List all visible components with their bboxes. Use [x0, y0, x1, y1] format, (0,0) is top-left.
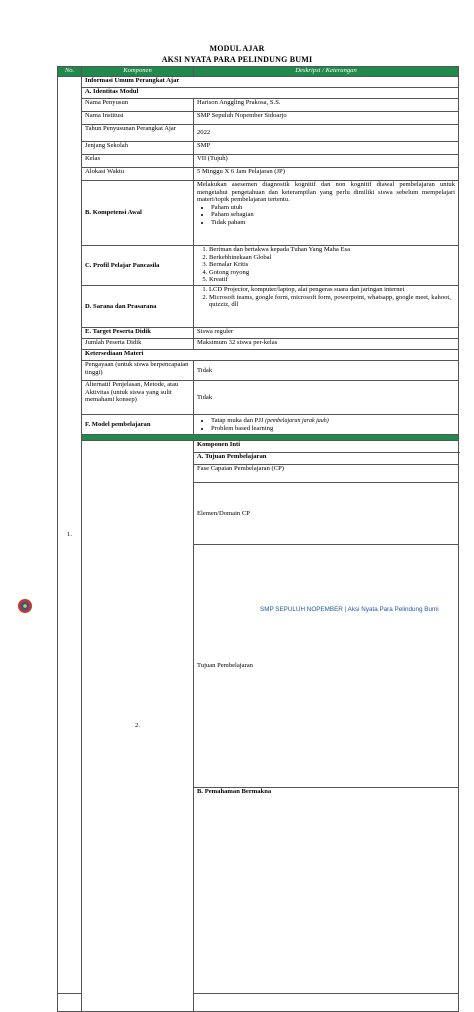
profil-pelajar-label: C. Profil Pelajar Pancasila: [82, 246, 194, 286]
list-item: • Paham utuh: [211, 204, 455, 212]
list-item: 3. Bernalar Kritis: [209, 261, 455, 269]
fase-label: Fase Capaian Pembelajaran (CP): [194, 465, 459, 483]
subsection-title: A. Identitas Modul: [82, 88, 459, 99]
list-item: [211, 417, 455, 425]
section-number: 1.: [58, 77, 82, 994]
row-label: Nama Penyusun: [82, 99, 194, 112]
pengayaan-label: Pengayaan (untuk siswa berpencapaian tinggi): [82, 361, 194, 381]
kompetensi-awal-text: Melakukan asesemen diagnostik kognitif dan non kognitif diawal pembelajaran untuk mengetahui pengetahuan dan keterampilan yang perlu dimiliki siswa sebelum mempelajari materi/topik pembelajaran tertentu.: [197, 181, 455, 204]
school-logo-icon: [17, 598, 33, 614]
list-item: 1. Beriman dan bertakwa kepada Tuhan Yang Maha Esa: [209, 246, 455, 254]
pemahaman-label: B. Pemahaman Bermakna: [194, 788, 459, 994]
kompetensi-awal-cell: [194, 181, 459, 246]
table-row: [58, 361, 459, 381]
row-value: 2022: [194, 125, 459, 142]
profil-pelajar-cell: [194, 246, 459, 286]
list-item: 2. Berkebhinekaan Global: [209, 254, 455, 262]
list-item: 5. Kreatif: [209, 276, 455, 284]
row-label: Tahun Penyusunan Perangkat Ajar: [82, 125, 194, 142]
header-deskripsi: Deskripsi / Keterangan: [194, 67, 459, 77]
list-item: • Problem based learning: [211, 425, 455, 433]
kompetensi-awal-label: B. Kompetensi Awal: [82, 181, 194, 246]
table-row: [58, 168, 459, 181]
target-value: Siswa reguler: [194, 328, 459, 339]
row-value: SMP: [194, 142, 459, 155]
module-table: [57, 66, 459, 1012]
ketersediaan-title: Ketersediaan Materi: [82, 350, 459, 361]
row-value: Harison Anggling Prakosa, S.S.: [194, 99, 459, 112]
document-subtitle: AKSI NYATA PARA PELINDUNG BUMI: [161, 55, 313, 64]
elemen-label: Elemen/Domain CP: [194, 483, 459, 545]
table-row: [58, 77, 459, 88]
header-komponen: Komponen: [82, 67, 194, 77]
table-row: [58, 246, 459, 286]
footer-module: Aksi Nyata Para Pelindung Bumi: [347, 606, 439, 613]
header-no: No.: [58, 67, 82, 77]
alternatif-label: Alternatif Penjelasan, Metode, atau Aktivitas (untuk siswa yang sulit memahami konsep): [82, 381, 194, 415]
section-number: 2.: [82, 441, 194, 1012]
target-label: E. Target Peserta Didik: [82, 328, 194, 339]
footer-divider: |: [342, 606, 348, 613]
sarana-label: D. Sarana dan Prasarana: [82, 286, 194, 328]
table-row: [58, 112, 459, 125]
list-item: • Paham sebagian: [211, 211, 455, 219]
table-row: [58, 155, 459, 168]
list-item: 2. Microsoft teams, google form, microsoft form, powerpoint, whatsapp, google meet, kahoot, quizziz, dll: [209, 294, 455, 309]
table-row: [58, 181, 459, 246]
table-row: [58, 339, 459, 350]
tujuan-label: Tujuan Pembelajaran: [194, 544, 459, 788]
model-item-note: (pembelajaran jarak jauh): [265, 417, 329, 424]
table-row: [58, 415, 459, 435]
table-row: [58, 99, 459, 112]
model-list: [197, 417, 455, 432]
footer-school: SMP SEPULUH NOPEMBER: [260, 606, 343, 613]
table-row: [58, 286, 459, 328]
list-item: • Tidak paham: [211, 219, 455, 227]
row-value: 5 Minggu X 6 Jam Pelajaran (JP): [194, 168, 459, 181]
row-value: SMP Sepuluh Nopember Sidoarjo: [194, 112, 459, 125]
kompetensi-awal-list: [197, 204, 455, 227]
table-row: [58, 381, 459, 415]
model-label: F. Model pembelajaran: [82, 415, 194, 435]
table-row: [58, 142, 459, 155]
pengayaan-value: Tidak: [194, 361, 459, 381]
model-cell: [194, 415, 459, 435]
sarana-list: [197, 286, 455, 309]
document-title: MODUL AJAR: [209, 44, 265, 53]
section-title: Informasi Umum Perangkat Ajar: [82, 77, 459, 88]
list-item: 1. LCD Projector, komputer/laptop, alat pengeras suara dan jaringan internet: [209, 286, 455, 294]
list-item: 4. Gotong royong: [209, 269, 455, 277]
profil-pelajar-list: [197, 246, 455, 284]
table-row: [58, 441, 459, 453]
model-item-main: Tatap muka dan PJJ: [211, 416, 266, 424]
table-header-row: [58, 67, 459, 77]
jumlah-value: Maksimum 32 siswa per-kelas: [194, 339, 459, 350]
sarana-cell: [194, 286, 459, 328]
subsection-title: A. Tujuan Pembelajaran: [194, 453, 459, 465]
row-value: VII (Tujuh): [194, 155, 459, 168]
page-footer: [260, 606, 439, 613]
section-title: Komponen Inti: [194, 441, 459, 453]
table-row: [58, 88, 459, 99]
row-label: Alokasi Waktu: [82, 168, 194, 181]
row-label: Nama Institusi: [82, 112, 194, 125]
jumlah-label: Jumlah Peserta Didik: [82, 339, 194, 350]
alternatif-value: Tidak: [194, 381, 459, 415]
table-row: [58, 350, 459, 361]
row-label: Kelas: [82, 155, 194, 168]
table-row: [58, 328, 459, 339]
table-row: [58, 125, 459, 142]
row-label: Jenjang Sekolah: [82, 142, 194, 155]
